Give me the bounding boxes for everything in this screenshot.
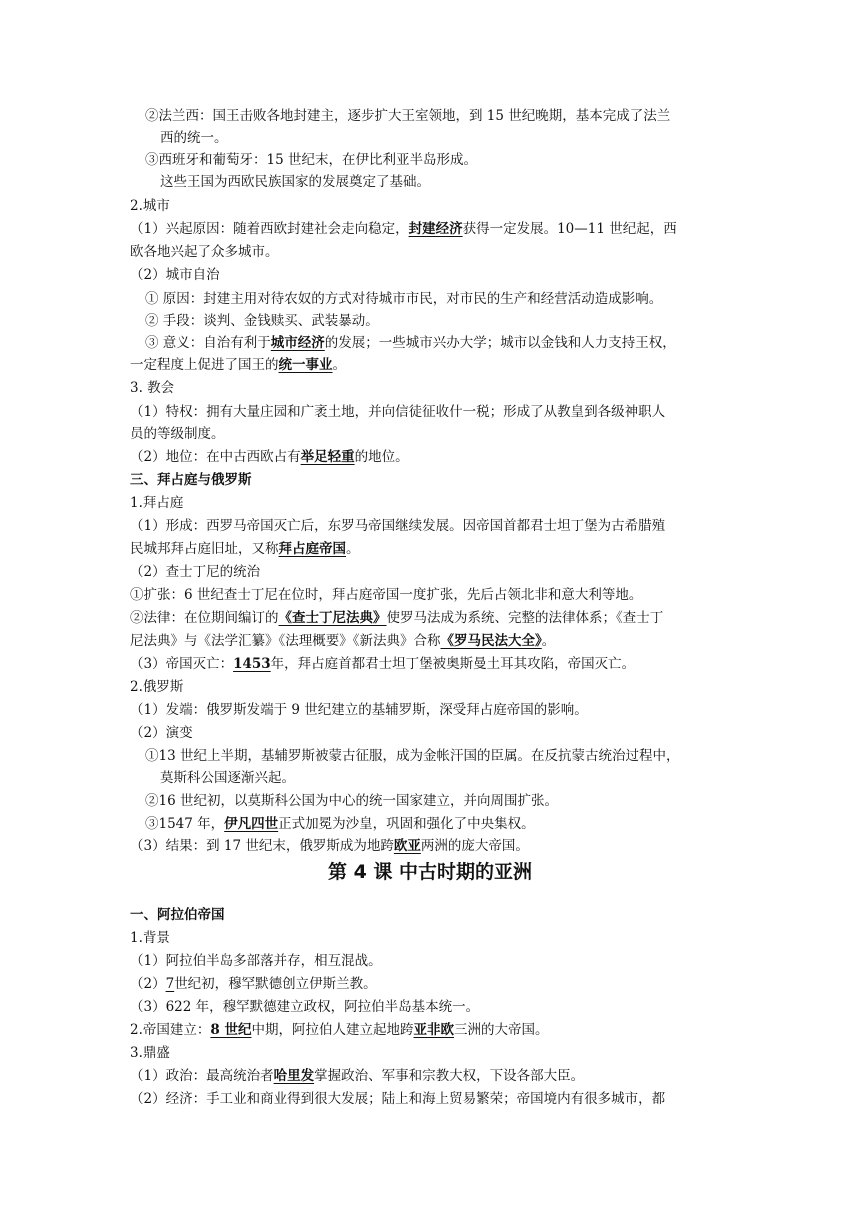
key-term: 伊凡四世 xyxy=(224,816,279,832)
text-run: 2.俄罗斯 xyxy=(130,679,184,695)
text-run: （2） xyxy=(130,976,166,992)
text-run: 。 xyxy=(541,633,556,649)
text-line xyxy=(130,378,174,398)
text-line xyxy=(145,289,662,309)
text-run: 。 xyxy=(346,541,360,557)
text-run: ②16 世纪初，以莫斯科公国为中心的统一国家建立，并向周围扩张。 xyxy=(145,793,558,809)
text-run: 一定程度上促进了国王的 xyxy=(130,357,279,373)
section-heading: 三、拜占庭与俄罗斯 xyxy=(130,472,252,488)
text-line xyxy=(130,447,409,467)
text-run: ③西班牙和葡萄牙：15 世纪末，在伊比利亚半岛形成。 xyxy=(145,152,477,168)
text-line xyxy=(130,836,529,856)
text-run: 这些王国为西欧民族国家的发展奠定了基础。 xyxy=(160,174,430,190)
text-run: 3. 教会 xyxy=(130,380,175,396)
text-run: 莫斯科公国逐渐兴起。 xyxy=(160,770,295,786)
text-run: （2）城市自治 xyxy=(130,267,220,283)
text-line xyxy=(130,928,170,948)
text-run: ①13 世纪上半期，基辅罗斯被蒙古征服，成为金帐汗国的臣属。在反抗蒙古统治过程中， xyxy=(145,748,680,764)
key-term: 哈里发 xyxy=(273,1068,315,1084)
text-run: 年，拜占庭首都君士坦丁堡被奥斯曼土耳其攻陷，帝国灭亡。 xyxy=(270,656,636,672)
lesson-title: 第 4 课 中古时期的亚洲 xyxy=(327,861,533,883)
text-line xyxy=(130,493,183,513)
section-heading: 一、阿拉伯帝国 xyxy=(130,907,225,923)
text-run: 1.背景 xyxy=(130,930,170,946)
text-run: 西的统一。 xyxy=(160,130,228,146)
key-term: 《查士丁尼法典》 xyxy=(278,610,387,626)
key-term: 1453 xyxy=(233,656,271,672)
text-run: 3.鼎盛 xyxy=(130,1045,170,1061)
text-line xyxy=(130,700,588,720)
text-line xyxy=(130,585,642,605)
text-line xyxy=(130,1089,665,1109)
text-line xyxy=(130,424,225,444)
key-term: 封建经济 xyxy=(408,221,463,237)
text-run: （3）622 年，穆罕默德建立政权，阿拉伯半岛基本统一。 xyxy=(130,999,480,1015)
text-line xyxy=(130,608,663,628)
text-run: ③ 意义：自治有利于 xyxy=(145,335,271,351)
text-run: ③1547 年， xyxy=(145,816,225,832)
text-line xyxy=(145,106,670,126)
text-line xyxy=(130,905,225,925)
text-line xyxy=(130,516,665,536)
text-line xyxy=(130,1066,584,1086)
text-line xyxy=(160,172,430,192)
text-run: 两洲的庞大帝国。 xyxy=(420,838,529,854)
text-run: （3）结果：到 17 世纪末，俄罗斯成为地跨 xyxy=(130,838,394,854)
text-run: 1.拜占庭 xyxy=(130,495,184,511)
text-line xyxy=(145,746,679,766)
text-line xyxy=(145,333,676,353)
text-line xyxy=(130,242,279,262)
text-line xyxy=(130,1020,548,1040)
text-run: 正式加冕为沙皇，巩固和强化了中央集权。 xyxy=(278,816,535,832)
text-run: （1）形成：西罗马帝国灭亡后，东罗马帝国继续发展。因帝国首都君士坦丁堡为古希腊殖 xyxy=(130,518,666,534)
text-run: 2.帝国建立： xyxy=(130,1022,211,1038)
text-run: （1）阿拉伯半岛多部落并存，相互混战。 xyxy=(130,953,382,969)
text-line xyxy=(130,402,665,422)
key-term: 欧亚 xyxy=(393,838,421,854)
text-run: ②法律：在位期间编订的 xyxy=(130,610,279,626)
text-line xyxy=(130,196,170,216)
text-run: 的地位。 xyxy=(354,449,409,465)
text-line xyxy=(130,631,555,651)
text-run: （1）发端：俄罗斯发端于 9 世纪建立的基辅罗斯，深受拜占庭帝国的影响。 xyxy=(130,702,588,718)
key-term: 亚非欧 xyxy=(413,1022,454,1038)
text-line xyxy=(130,470,252,490)
text-run: ② 手段：谈判、金钱赎买、武装暴动。 xyxy=(145,313,379,329)
key-term: 举足轻重 xyxy=(300,449,355,465)
key-term: 拜占庭帝国 xyxy=(278,541,346,557)
key-term: 统一事业 xyxy=(278,357,333,373)
text-run: 。 xyxy=(332,357,346,373)
text-run: （1）特权：拥有大量庄园和广袤土地，并向信徒征收什一税；形成了从教皇到各级神职人 xyxy=(130,404,666,420)
text-run: 民城邦拜占庭旧址，又称 xyxy=(130,541,279,557)
text-run: （3）帝国灭亡： xyxy=(130,656,234,672)
text-run: ①扩张：6 世纪查士丁尼在位时，拜占庭帝国一度扩张，先后占领北非和意大利等地。 xyxy=(130,587,643,603)
text-run: （2）查士丁尼的统治 xyxy=(130,564,261,580)
text-run: 三洲的大帝国。 xyxy=(453,1022,549,1038)
text-run: 中期，阿拉伯人建立起地跨 xyxy=(251,1022,414,1038)
text-run: ① 原因：封建主用对待农奴的方式对待城市市民，对市民的生产和经营活动造成影响。 xyxy=(145,291,663,307)
text-line xyxy=(130,539,360,559)
underlined-term: 7 xyxy=(165,976,175,992)
text-run: （2）演变 xyxy=(130,725,193,741)
text-line xyxy=(145,150,477,170)
text-run: （1）兴起原因：随着西欧封建社会走向稳定， xyxy=(130,221,409,237)
text-line xyxy=(130,677,183,697)
key-term: 《罗马民法大全》 xyxy=(440,633,542,649)
text-run: 的发展；一些城市兴办大学；城市以金钱和人力支持王权， xyxy=(324,335,676,351)
text-run: （2）经济：手工业和商业得到很大发展；陆上和海上贸易繁荣；帝国境内有很多城市，都 xyxy=(130,1091,666,1107)
text-line xyxy=(130,723,193,743)
text-line xyxy=(130,1043,170,1063)
text-line xyxy=(130,654,635,674)
text-line xyxy=(160,768,295,788)
text-run: 使罗马法成为系统、完整的法律体系；《查士丁 xyxy=(386,610,664,626)
text-run: ②法兰西：国王击败各地封建主，逐步扩大王室领地，到 15 世纪晚期，基本完成了法兰 xyxy=(145,108,671,124)
text-line xyxy=(130,974,377,994)
text-run: 世纪初，穆罕默德创立伊斯兰教。 xyxy=(174,976,377,992)
text-run: 2.城市 xyxy=(130,198,170,214)
text-run: 掌握政治、军事和宗教大权，下设各部大臣。 xyxy=(314,1068,585,1084)
text-line xyxy=(145,814,535,834)
text-line xyxy=(130,997,479,1017)
text-line xyxy=(145,791,558,811)
text-line xyxy=(130,265,220,285)
text-line xyxy=(130,355,346,375)
text-run: 员的等级制度。 xyxy=(130,426,225,442)
text-line xyxy=(130,562,260,582)
text-run: （2）地位：在中古西欧占有 xyxy=(130,449,301,465)
key-term: 8 世纪 xyxy=(210,1022,252,1038)
text-run: （1）政治：最高统治者 xyxy=(130,1068,274,1084)
text-run: 获得一定发展。10—11 世纪起，西 xyxy=(462,221,677,237)
text-run: 尼法典》与《法学汇纂》《法理概要》《新法典》合称 xyxy=(130,633,441,649)
text-line xyxy=(130,219,677,239)
text-line xyxy=(145,311,379,331)
text-line xyxy=(160,128,228,148)
key-term: 城市经济 xyxy=(270,335,325,351)
text-run: 欧各地兴起了众多城市。 xyxy=(130,244,279,260)
text-line xyxy=(130,951,382,971)
